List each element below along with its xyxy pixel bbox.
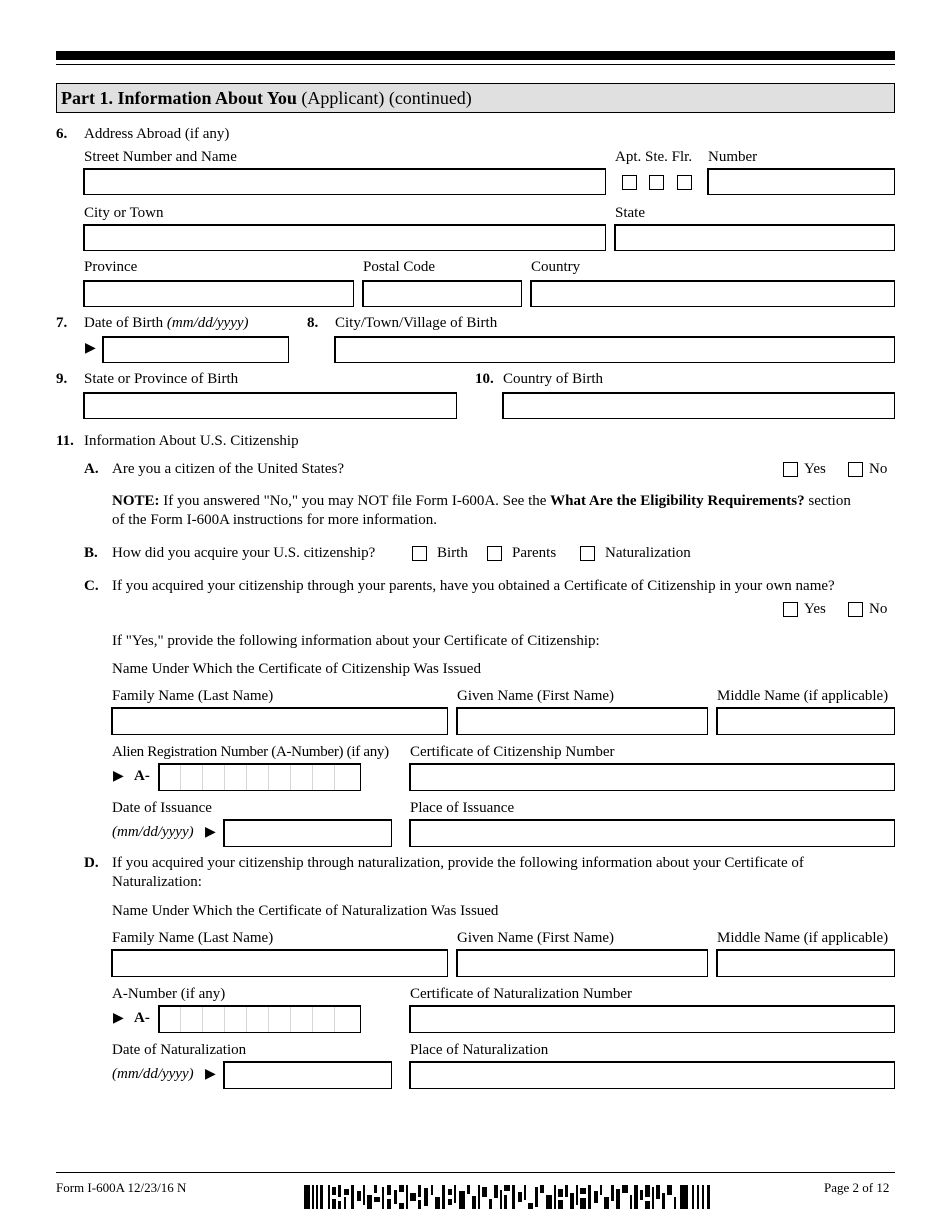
parents-checkbox[interactable]: [487, 546, 502, 561]
city-input[interactable]: [83, 224, 606, 251]
page-number: Page 2 of 12: [824, 1180, 890, 1195]
part-subtitle: (Applicant) (continued): [296, 88, 472, 108]
arrow-icon: ▶: [85, 341, 96, 356]
country-label: Country: [531, 259, 581, 275]
c-a-prefix: A-: [134, 768, 150, 784]
arrow-icon: ▶: [113, 1011, 124, 1026]
c-place-issuance-input[interactable]: [409, 819, 895, 847]
street-label: Street Number and Name: [84, 149, 237, 165]
city-label: City or Town: [84, 205, 164, 221]
d-date-nat-input[interactable]: [223, 1061, 392, 1089]
q11a-question: Are you a citizen of the United States?: [112, 461, 345, 477]
dob-label: Date of Birth: [84, 315, 167, 331]
d-anumber-label: A-Number (if any): [112, 986, 226, 1002]
c-given-name-input[interactable]: [456, 707, 708, 735]
state-input[interactable]: [614, 224, 895, 251]
birth-country-label: Country of Birth: [503, 371, 603, 387]
postal-label: Postal Code: [363, 259, 436, 275]
q11d-question-line-2: Naturalization:: [112, 874, 202, 890]
q6-number: 6.: [56, 126, 68, 142]
c-cert-number-input[interactable]: [409, 763, 895, 791]
q11c-no-checkbox[interactable]: [848, 602, 863, 617]
c-given-name-label: Given Name (First Name): [457, 688, 615, 704]
d-cert-number-input[interactable]: [409, 1005, 895, 1033]
q11c-yes-checkbox[interactable]: [783, 602, 798, 617]
note-bold: NOTE:: [112, 493, 160, 509]
birth-city-label: City/Town/Village of Birth: [335, 315, 498, 331]
c-date-issuance-label: Date of Issuance: [112, 800, 212, 816]
note-line-1: [112, 493, 851, 510]
c-if-yes-text: If "Yes," provide the following information about your Certificate of Citizenship:: [112, 633, 600, 649]
d-family-name-input[interactable]: [111, 949, 448, 977]
q11b-letter: B.: [84, 545, 98, 561]
q11b-question: How did you acquire your U.S. citizenship?: [112, 545, 376, 561]
birth-city-input[interactable]: [334, 336, 895, 363]
d-a-prefix: A-: [134, 1010, 150, 1026]
q8-number: 8.: [307, 315, 319, 331]
postal-input[interactable]: [362, 280, 522, 307]
arrow-icon: ▶: [205, 1067, 216, 1082]
note-bold-2: What Are the Eligibility Requirements?: [550, 493, 805, 509]
dob-input[interactable]: [102, 336, 289, 363]
d-name-under-text: Name Under Which the Certificate of Naturalization Was Issued: [112, 903, 499, 919]
barcode-icon: [304, 1185, 710, 1209]
q11-label: Information About U.S. Citizenship: [84, 433, 299, 449]
province-label: Province: [84, 259, 138, 275]
footer-rule: [56, 1172, 895, 1173]
d-date-nat-label: Date of Naturalization: [112, 1042, 247, 1058]
part-header: [56, 83, 895, 113]
c-name-under-text: Name Under Which the Certificate of Citizenship Was Issued: [112, 661, 481, 677]
c-family-name-label: Family Name (Last Name): [112, 688, 274, 704]
unit-number-input[interactable]: [707, 168, 895, 195]
c-anumber-input[interactable]: [158, 763, 361, 791]
c-middle-name-label: Middle Name (if applicable): [717, 688, 889, 704]
c-date-issuance-input[interactable]: [223, 819, 392, 847]
c-family-name-input[interactable]: [111, 707, 448, 735]
d-middle-name-input[interactable]: [716, 949, 895, 977]
province-input[interactable]: [83, 280, 354, 307]
d-given-name-input[interactable]: [456, 949, 708, 977]
c-date-format: (mm/dd/yyyy): [112, 824, 194, 840]
top-rule-thin: [56, 64, 895, 65]
d-middle-name-label: Middle Name (if applicable): [717, 930, 889, 946]
birth-checkbox[interactable]: [412, 546, 427, 561]
apt-checkbox[interactable]: [622, 175, 637, 190]
c-place-issuance-label: Place of Issuance: [410, 800, 515, 816]
q11c-letter: C.: [84, 578, 99, 594]
c-anumber-label: Alien Registration Number (A-Number) (if any): [112, 744, 389, 760]
ste-checkbox[interactable]: [649, 175, 664, 190]
q11a-no-checkbox[interactable]: [848, 462, 863, 477]
d-given-name-label: Given Name (First Name): [457, 930, 615, 946]
flr-checkbox[interactable]: [677, 175, 692, 190]
c-cert-number-label: Certificate of Citizenship Number: [410, 744, 615, 760]
birth-state-label: State or Province of Birth: [84, 371, 239, 387]
note-text-1: If you answered "No," you may NOT file Form I-600A. See the: [159, 493, 551, 509]
q11d-question-line-1: If you acquired your citizenship through naturalization, provide the following information about your Certificate of: [112, 855, 804, 871]
q6-label: Address Abroad (if any): [84, 126, 230, 142]
birth-option-label: Birth: [437, 545, 468, 561]
q9-number: 9.: [56, 371, 68, 387]
top-rule-thick: [56, 51, 895, 60]
d-family-name-label: Family Name (Last Name): [112, 930, 274, 946]
d-place-nat-label: Place of Naturalization: [410, 1042, 549, 1058]
c-middle-name-input[interactable]: [716, 707, 895, 735]
note-line-2: of the Form I-600A instructions for more information.: [112, 512, 437, 528]
q7-number: 7.: [56, 315, 68, 331]
d-anumber-input[interactable]: [158, 1005, 361, 1033]
q11a-yes-label: Yes: [804, 461, 826, 477]
unit-type-label: Apt. Ste. Flr.: [615, 149, 693, 165]
birth-country-input[interactable]: [502, 392, 895, 419]
q11c-yes-label: Yes: [804, 601, 826, 617]
dob-format: (mm/dd/yyyy): [166, 315, 249, 331]
q10-number: 10.: [475, 371, 494, 387]
parents-option-label: Parents: [512, 545, 557, 561]
arrow-icon: ▶: [113, 769, 124, 784]
d-place-nat-input[interactable]: [409, 1061, 895, 1089]
state-label: State: [615, 205, 645, 221]
q11-number: 11.: [56, 433, 74, 449]
q11a-letter: A.: [84, 461, 99, 477]
naturalization-option-label: Naturalization: [605, 545, 691, 561]
unit-number-label: Number: [708, 149, 758, 165]
form-id: Form I-600A 12/23/16 N: [56, 1180, 187, 1195]
q11c-question: If you acquired your citizenship through your parents, have you obtained a Certificate of Citizenship in your own name?: [112, 578, 835, 594]
d-cert-number-label: Certificate of Naturalization Number: [410, 986, 632, 1002]
part-title: Part 1. Information About You: [61, 88, 297, 108]
note-text-2: section: [804, 493, 851, 509]
birth-state-input[interactable]: [83, 392, 457, 419]
q11c-no-label: No: [869, 601, 888, 617]
arrow-icon: ▶: [205, 825, 216, 840]
q11d-letter: D.: [84, 855, 99, 871]
q11a-no-label: No: [869, 461, 888, 477]
q11a-yes-checkbox[interactable]: [783, 462, 798, 477]
d-date-format: (mm/dd/yyyy): [112, 1066, 194, 1082]
country-input[interactable]: [530, 280, 895, 307]
street-input[interactable]: [83, 168, 606, 195]
naturalization-checkbox[interactable]: [580, 546, 595, 561]
